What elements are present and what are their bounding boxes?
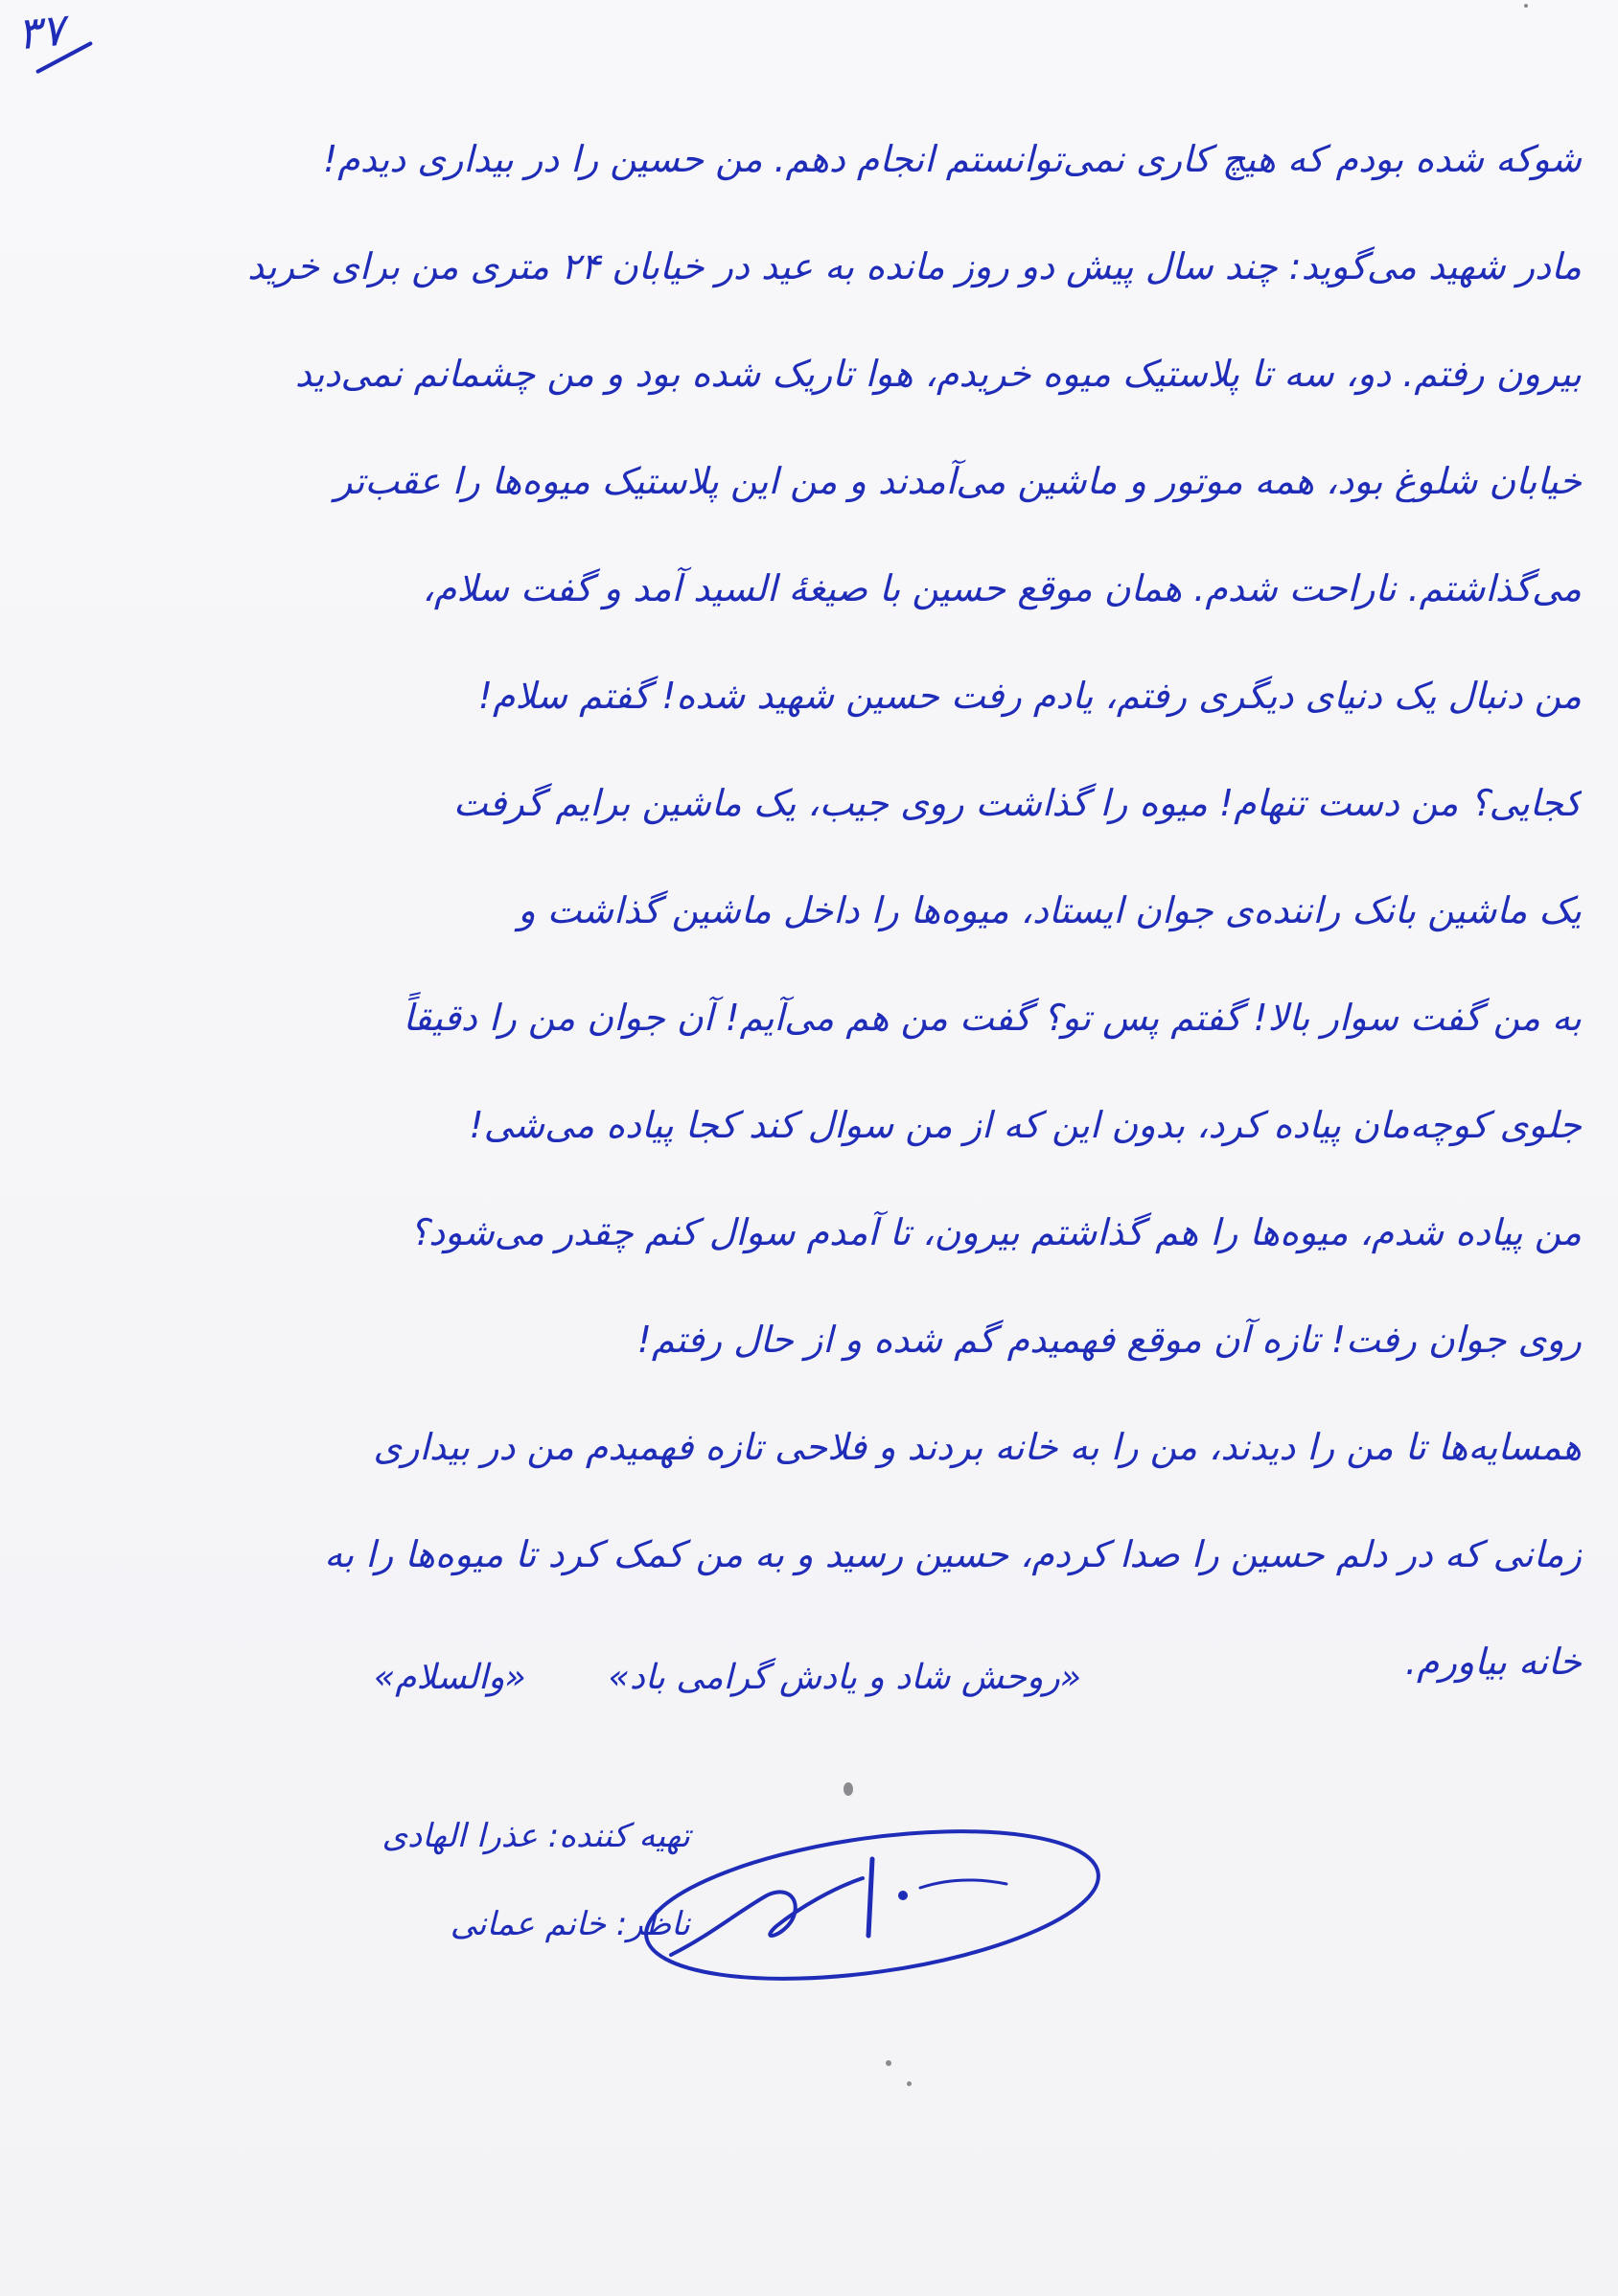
text-line: بیرون رفتم. دو، سه تا پلاستیک میوه خریدم، هوا تاریک شده بود و من چشمانم نمی‌دید [294,353,1582,395]
closing-line [0,1658,1618,1715]
text-line: شوکه شده بودم که هیچ کاری نمی‌توانستم انجام دهم. من حسین را در بیداری دیدم! [322,138,1582,180]
paper-speck [1524,4,1528,8]
closing-salutation: «والسلام» [374,1658,526,1697]
closing-prayer: «روحش شاد و یادش گرامی باد» [608,1658,1081,1697]
credits [153,1792,690,1968]
text-line: روی جوان رفت! تازه آن موقع فهمیدم گم شده و از حال رفتم! [636,1319,1582,1361]
supervisor-credit: ناظر: خانم عمانی [450,1905,690,1943]
text-line: خیابان شلوغ بود، همه موتور و ماشین می‌آمدند و من این پلاستیک میوه‌ها را عقب‌تر [334,460,1582,502]
text-line: همسایه‌ها تا من را دیدند، من را به خانه بردند و فلاحی تازه فهمیدم من در بیداری [373,1426,1582,1468]
paper-speck [844,1782,853,1796]
text-line: خانه بیاورم. [1404,1641,1582,1683]
text-line: من پیاده شدم، میوه‌ها را هم گذاشتم بیرون، تا آمدم سوال کنم چقدر می‌شود؟ [409,1211,1582,1253]
letter-body [29,105,1582,1715]
text-line: زمانی که در دلم حسین را صدا کردم، حسین رسید و به من کمک کرد تا میوه‌ها را به [324,1533,1582,1575]
producer-credit: تهیه کننده: عذرا الهادی [381,1817,690,1855]
page-number: ۳۷ [14,3,68,60]
text-line: یک ماشین بانک راننده‌ی جوان ایستاد، میوه‌ها را داخل ماشین گذاشت و [518,889,1582,931]
text-line: مادر شهید می‌گوید: چند سال پیش دو روز مانده به عید در خیابان ۲۴ متری من برای خرید [247,245,1582,287]
paper-speck [886,2060,891,2066]
text-line: کجایی؟ من دست تنهام! میوه را گذاشت روی جیب، یک ماشین برایم گرفت [452,782,1582,824]
text-line: جلوی کوچه‌مان پیاده کرد، بدون این که از من سوال کند کجا پیاده می‌شی! [469,1104,1582,1146]
text-line: به من گفت سوار بالا! گفتم پس تو؟ گفت من هم می‌آیم! آن جوان من را دقیقاً [403,997,1582,1039]
signature-image [633,1821,1112,1984]
text-line: می‌گذاشتم. ناراحت شدم. همان موقع حسین با صیغهٔ السید آمد و گفت سلام، [422,567,1582,609]
paper-speck [907,2081,912,2086]
text-line: من دنبال یک دنیای دیگری رفتم، یادم رفت حسین شهید شده! گفتم سلام! [477,675,1582,717]
